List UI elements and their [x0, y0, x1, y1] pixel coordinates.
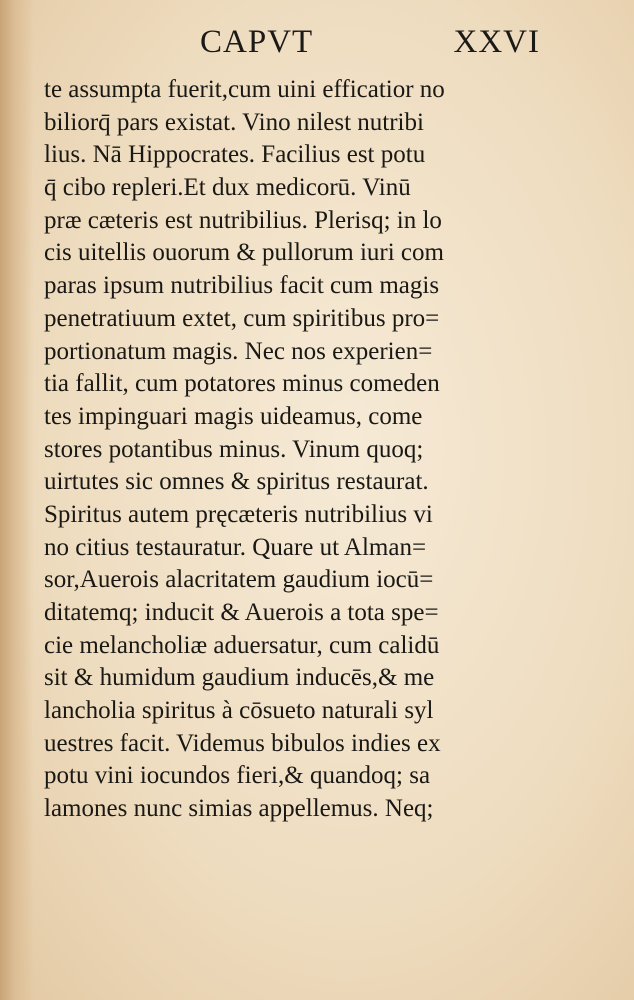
text-line: lamones nunc simias appellemus. Neq; [44, 795, 434, 823]
text-line: lius. Nā Hippocrates. Facilius est potu [44, 141, 426, 169]
text-line: sit & humidum gaudium inducēs,& me [44, 664, 435, 692]
text-line: præ cæteris est nutribilius. Plerisq; in lo [44, 206, 442, 234]
binding-gutter [0, 0, 34, 1000]
text-line: tes impinguari magis uideamus, come [44, 402, 423, 430]
text-line: portionatum magis. Nec nos experien= [44, 337, 433, 365]
text-line: Spiritus autem pręcæteris nutribilius vi [44, 500, 433, 528]
running-head-left: CAPVT [200, 24, 314, 60]
body-text [44, 74, 568, 826]
text-line: ditatemq; inducit & Auerois a tota spe= [44, 599, 439, 626]
text-line: sor,Auerois alacritatem gaudium iocū= [44, 566, 434, 594]
text-line: stores potantibus minus. Vinum quoq; [44, 435, 424, 463]
text-line: potu vini iocundos fieri,& quandoq; sa [44, 762, 431, 790]
text-line: tia fallit, cum potatores minus comeden [44, 370, 440, 398]
running-header [200, 24, 540, 64]
text-line: cie melancholiæ aduersatur, cum calidū [44, 631, 440, 659]
text-line: lancholia spiritus à cōsueto naturali syl [44, 697, 434, 725]
text-line: te assumpta fuerit,cum uini efficatior no [44, 76, 445, 103]
text-line: penetratiuum extet, cum spiritibus pro= [44, 304, 440, 332]
text-line: paras ipsum nutribilius facit cum magis [44, 272, 440, 300]
text-line: cis uitellis ouorum & pullorum iuri com [44, 239, 444, 267]
text-line: q̄ cibo repleri.Et dux medicorū. Vinū [44, 174, 411, 202]
text-line: uestres facit. Videmus bibulos indies ex [44, 729, 441, 757]
running-head-right: XXVI [453, 24, 540, 60]
text-line: no citius testauratur. Quare ut Alman= [44, 533, 427, 561]
text-line: biliorq̄ pars existat. Vino nilest nutribi [44, 108, 424, 136]
text-line: uirtutes sic omnes & spiritus restaurat. [44, 468, 429, 496]
